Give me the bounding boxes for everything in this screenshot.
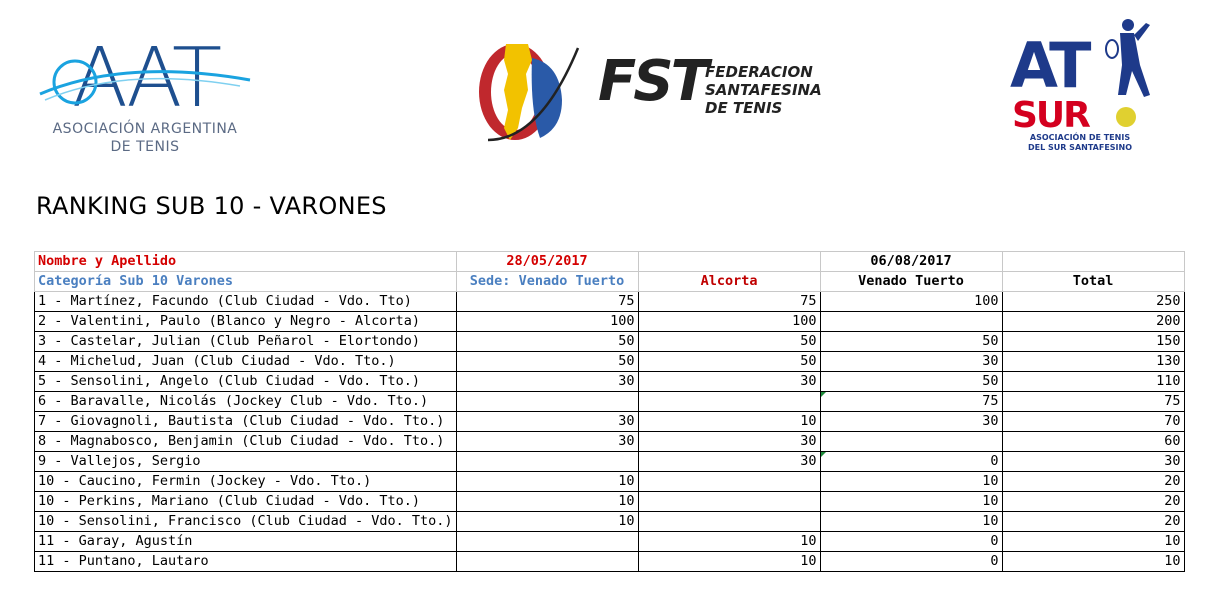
total-points: 20 bbox=[1002, 472, 1184, 492]
tournament-2-points bbox=[638, 392, 820, 412]
total-points: 10 bbox=[1002, 532, 1184, 552]
total-points: 150 bbox=[1002, 332, 1184, 352]
total-points: 30 bbox=[1002, 452, 1184, 472]
tournament-2-points: 50 bbox=[638, 332, 820, 352]
header-venue-2: Alcorta bbox=[638, 272, 820, 292]
tournament-3-points bbox=[820, 432, 1002, 452]
atsur-logo-caption: ASOCIACIÓN DE TENIS DEL SUR SANTAFESINO bbox=[1027, 133, 1133, 152]
tournament-3-points: 30 bbox=[820, 352, 1002, 372]
table-row bbox=[35, 532, 1185, 552]
fst-logo-line2: SANTAFESINA bbox=[705, 81, 822, 99]
tournament-1-points: 30 bbox=[456, 412, 638, 432]
player-name: 2 - Valentini, Paulo (Blanco y Negro - Alcorta) bbox=[35, 312, 457, 332]
tournament-1-points bbox=[456, 552, 638, 572]
table-row bbox=[35, 452, 1185, 472]
tournament-1-points bbox=[456, 532, 638, 552]
tournament-2-points: 10 bbox=[638, 532, 820, 552]
table-row bbox=[35, 292, 1185, 312]
tournament-3-points: 10 bbox=[820, 512, 1002, 532]
tournament-2-points: 30 bbox=[638, 452, 820, 472]
tournament-2-points: 75 bbox=[638, 292, 820, 312]
table-row bbox=[35, 372, 1185, 392]
player-name: 8 - Magnabosco, Benjamin (Club Ciudad - Vdo. Tto.) bbox=[35, 432, 457, 452]
player-name: 11 - Puntano, Lautaro bbox=[35, 552, 457, 572]
total-points: 20 bbox=[1002, 492, 1184, 512]
tournament-1-points: 10 bbox=[456, 492, 638, 512]
total-points: 70 bbox=[1002, 412, 1184, 432]
fst-logo-line1: FEDERACION bbox=[705, 63, 813, 81]
fst-logo-wordmark: FST bbox=[598, 49, 706, 114]
header-date-3: 06/08/2017 bbox=[820, 252, 1002, 272]
player-name: 5 - Sensolini, Angelo (Club Ciudad - Vdo. Tto.) bbox=[35, 372, 457, 392]
aat-logo-line1: ASOCIACIÓN ARGENTINA bbox=[52, 121, 238, 137]
tournament-3-points: 50 bbox=[820, 372, 1002, 392]
header-total-blank bbox=[1002, 252, 1184, 272]
tournament-1-points: 10 bbox=[456, 472, 638, 492]
atsur-logo-sur: SUR bbox=[1012, 95, 1089, 135]
player-name: 10 - Caucino, Fermin (Jockey - Vdo. Tto.) bbox=[35, 472, 457, 492]
player-name: 10 - Perkins, Mariano (Club Ciudad - Vdo. Tto.) bbox=[35, 492, 457, 512]
player-name: 9 - Vallejos, Sergio bbox=[35, 452, 457, 472]
total-points: 200 bbox=[1002, 312, 1184, 332]
fst-emblem-icon bbox=[470, 30, 590, 150]
table-row bbox=[35, 552, 1185, 572]
player-name: 3 - Castelar, Julian (Club Peñarol - Elortondo) bbox=[35, 332, 457, 352]
table-row bbox=[35, 472, 1185, 492]
tournament-1-points: 30 bbox=[456, 432, 638, 452]
aat-logo-mark bbox=[35, 30, 255, 120]
player-name: 10 - Sensolini, Francisco (Club Ciudad - Vdo. Tto.) bbox=[35, 512, 457, 532]
player-name: 1 - Martínez, Facundo (Club Ciudad - Vdo. Tto) bbox=[35, 292, 457, 312]
tournament-3-points: 30 bbox=[820, 412, 1002, 432]
atsur-logo-mark bbox=[1000, 15, 1160, 135]
tournament-3-points: 50 bbox=[820, 332, 1002, 352]
aat-logo-line2: DE TENIS bbox=[110, 139, 180, 155]
table-row bbox=[35, 332, 1185, 352]
header-total: Total bbox=[1002, 272, 1184, 292]
tournament-1-points: 10 bbox=[456, 512, 638, 532]
header-category: Categoría Sub 10 Varones bbox=[35, 272, 457, 292]
fst-logo-line3: DE TENIS bbox=[705, 99, 783, 117]
total-points: 60 bbox=[1002, 432, 1184, 452]
tournament-3-points: 10 bbox=[820, 492, 1002, 512]
atsur-logo-at: AT bbox=[1010, 29, 1088, 102]
table-header-row-dates bbox=[35, 252, 1185, 272]
tournament-2-points: 10 bbox=[638, 412, 820, 432]
table-row bbox=[35, 492, 1185, 512]
header-venue-1: Sede: Venado Tuerto bbox=[456, 272, 638, 292]
tournament-3-points: 75 bbox=[820, 392, 1002, 412]
page-title: RANKING SUB 10 - VARONES bbox=[36, 192, 387, 220]
table-row bbox=[35, 392, 1185, 412]
fst-logo bbox=[470, 30, 820, 150]
total-points: 110 bbox=[1002, 372, 1184, 392]
player-name: 11 - Garay, Agustín bbox=[35, 532, 457, 552]
table-row bbox=[35, 512, 1185, 532]
tournament-2-points: 30 bbox=[638, 372, 820, 392]
total-points: 20 bbox=[1002, 512, 1184, 532]
player-name: 7 - Giovagnoli, Bautista (Club Ciudad - Vdo. Tto.) bbox=[35, 412, 457, 432]
atsur-ball-icon bbox=[1116, 107, 1136, 127]
tournament-3-points: 0 bbox=[820, 552, 1002, 572]
tournament-1-points: 50 bbox=[456, 332, 638, 352]
table-row bbox=[35, 412, 1185, 432]
header-date-2 bbox=[638, 252, 820, 272]
total-points: 10 bbox=[1002, 552, 1184, 572]
total-points: 130 bbox=[1002, 352, 1184, 372]
tournament-3-points: 0 bbox=[820, 532, 1002, 552]
table-row bbox=[35, 432, 1185, 452]
tournament-2-points bbox=[638, 512, 820, 532]
tennis-player-icon bbox=[1106, 19, 1150, 97]
tournament-1-points bbox=[456, 392, 638, 412]
tournament-1-points: 100 bbox=[456, 312, 638, 332]
header-venue-3: Venado Tuerto bbox=[820, 272, 1002, 292]
table-header-row-venues bbox=[35, 272, 1185, 292]
tournament-2-points: 10 bbox=[638, 552, 820, 572]
tournament-2-points bbox=[638, 492, 820, 512]
tournament-2-points: 100 bbox=[638, 312, 820, 332]
player-name: 4 - Michelud, Juan (Club Ciudad - Vdo. Tto.) bbox=[35, 352, 457, 372]
tournament-1-points: 75 bbox=[456, 292, 638, 312]
tournament-3-points: 10 bbox=[820, 472, 1002, 492]
tournament-2-points: 30 bbox=[638, 432, 820, 452]
total-points: 75 bbox=[1002, 392, 1184, 412]
tournament-3-points: 0 bbox=[820, 452, 1002, 472]
tournament-1-points: 30 bbox=[456, 372, 638, 392]
header-date-1: 28/05/2017 bbox=[456, 252, 638, 272]
ranking-table bbox=[34, 251, 1185, 572]
tournament-2-points: 50 bbox=[638, 352, 820, 372]
tournament-1-points: 50 bbox=[456, 352, 638, 372]
table-body bbox=[35, 292, 1185, 572]
header-name: Nombre y Apellido bbox=[35, 252, 457, 272]
table-row bbox=[35, 312, 1185, 332]
atsur-logo bbox=[1000, 15, 1160, 170]
tournament-3-points bbox=[820, 312, 1002, 332]
total-points: 250 bbox=[1002, 292, 1184, 312]
player-name: 6 - Baravalle, Nicolás (Jockey Club - Vdo. Tto.) bbox=[35, 392, 457, 412]
tournament-3-points: 100 bbox=[820, 292, 1002, 312]
tournament-1-points bbox=[456, 452, 638, 472]
tournament-2-points bbox=[638, 472, 820, 492]
table-row bbox=[35, 352, 1185, 372]
aat-logo bbox=[35, 30, 255, 160]
aat-logo-letters: AAT bbox=[71, 31, 219, 120]
